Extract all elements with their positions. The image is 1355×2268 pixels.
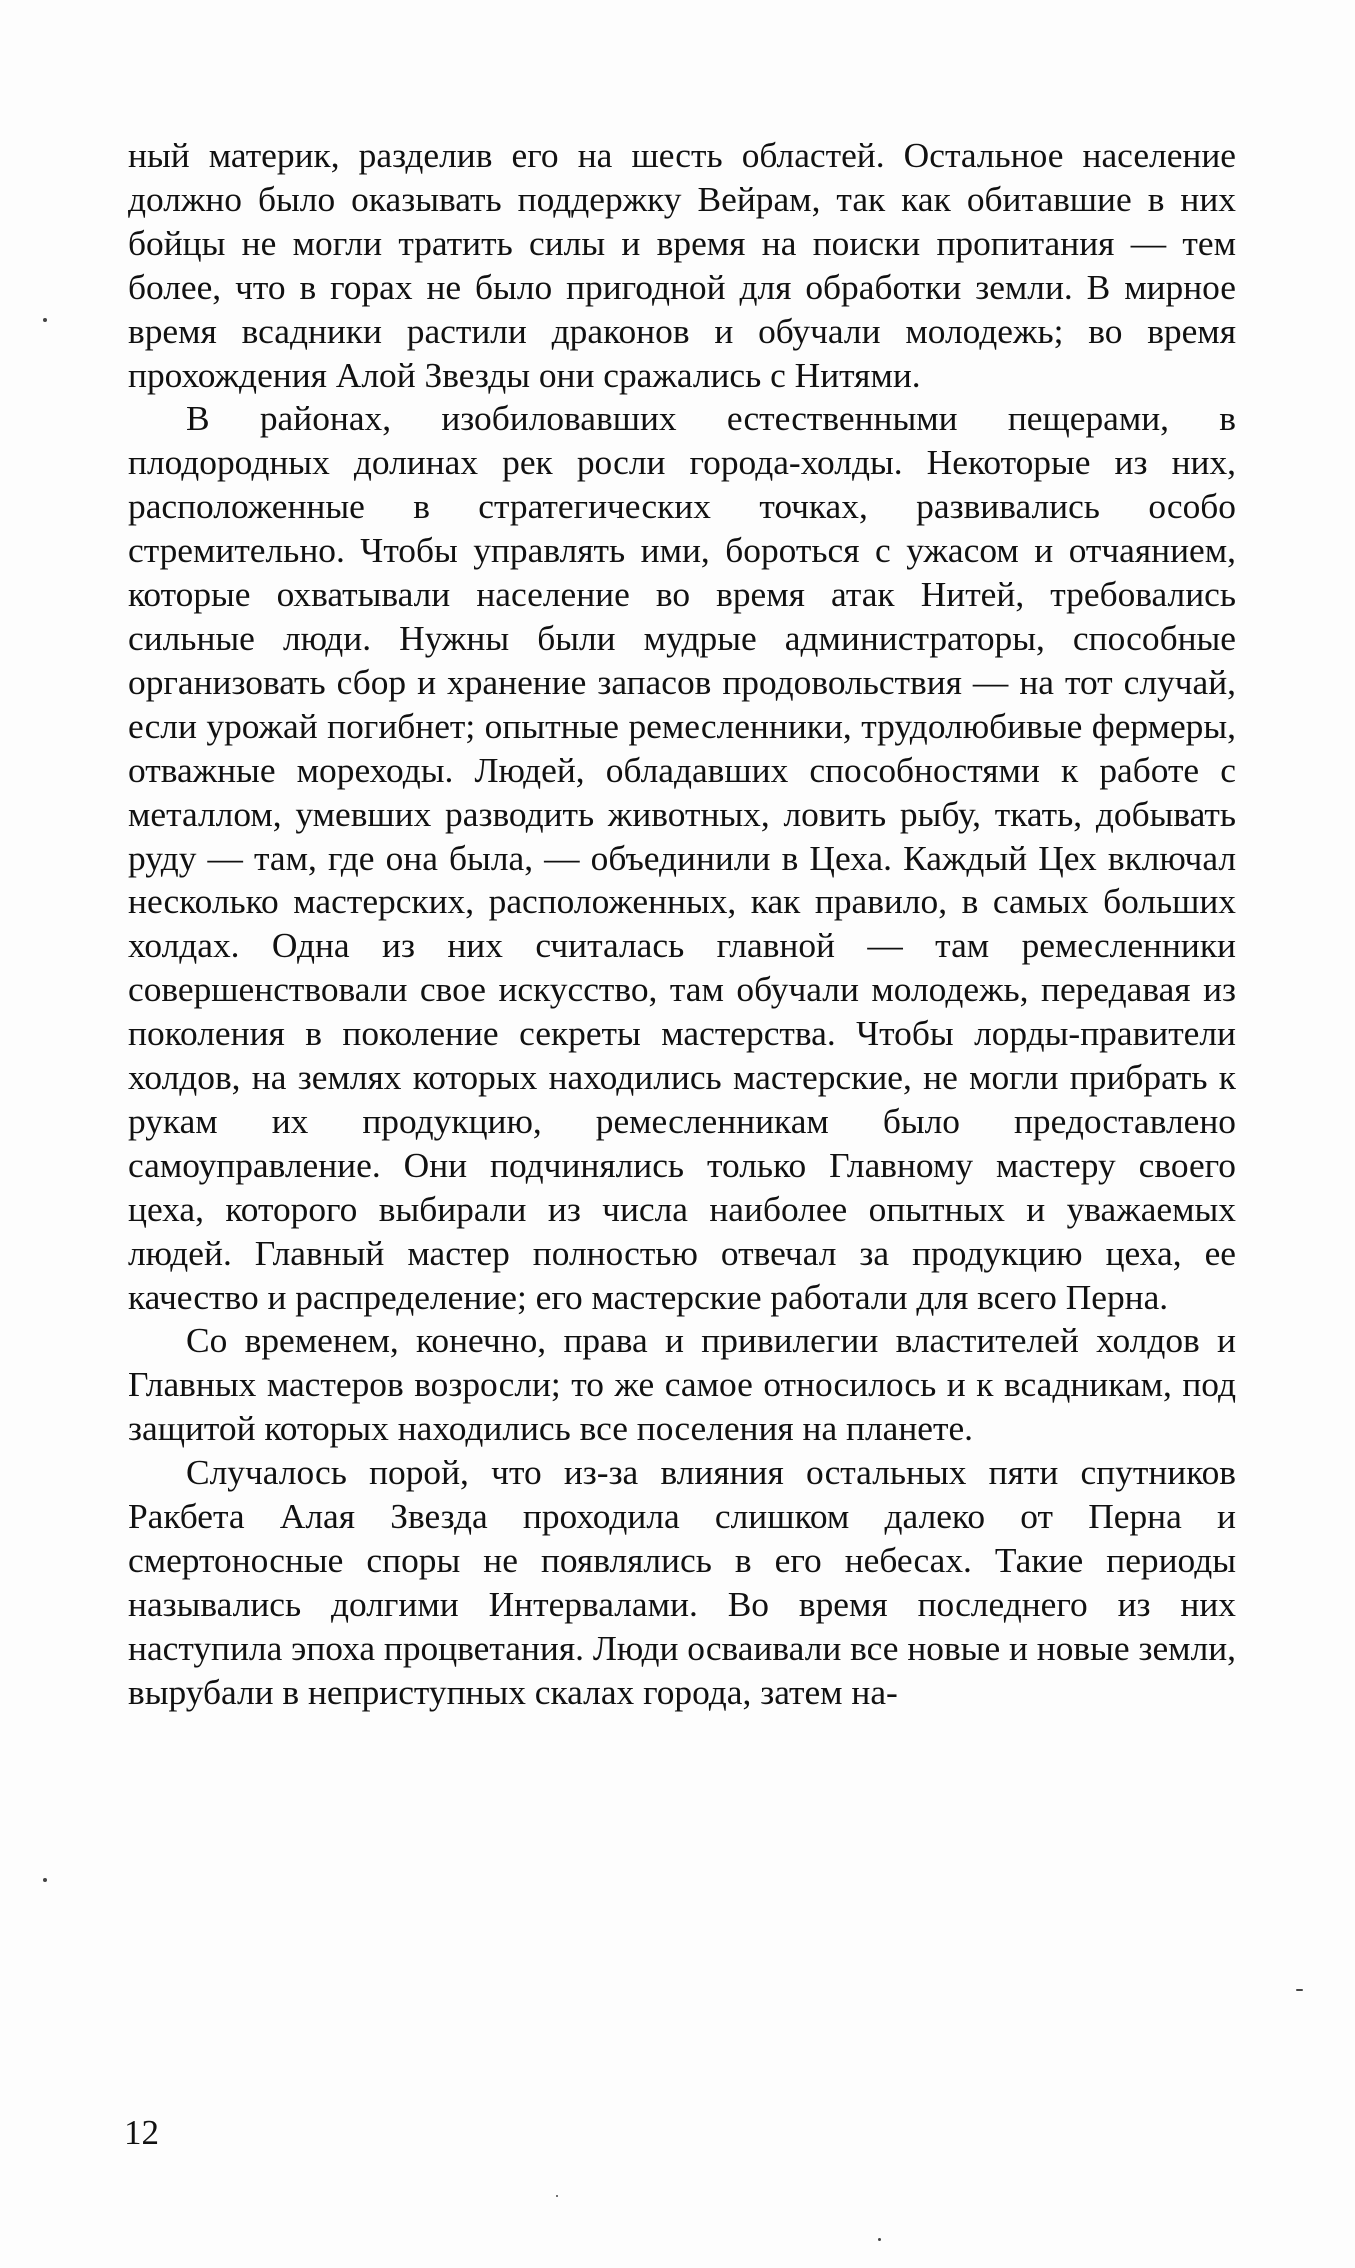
body-text [128, 134, 1236, 1715]
scan-speck [1296, 1989, 1303, 1991]
paragraph-continuation: ный материк, разделив его на шесть областей. Остальное население должно было оказывать поддержку Вейрам, так как обитавшие в них бойцы не могли тратить силы и время на поиски пропитания — тем более, что в горах не было пригодной для обработки земли. В мирное время всадники растили драконов и обучали молодежь; во время прохождения Алой Звезды они сражались с Нитями. [128, 135, 1236, 395]
paragraph-long-intervals: Случалось порой, что из-за влияния остальных пяти спутников Ракбета Алая Звезда проходила слишком далеко от Перна и смертоносные споры не появлялись в его небесах. Такие периоды назывались долгими Интервалами. Во время последнего из них наступила эпоха процветания. Люди осваивали все новые и новые земли, вырубали в неприступных скалах города, затем на- [128, 1452, 1237, 1712]
scan-speck [878, 2238, 881, 2241]
page-number: 12 [124, 2113, 159, 2152]
paragraph-hold-cities: В районах, изобиловавших естественными пещерами, в плодородных долинах рек росли города-холды. Некоторые из них, расположенные в стратегических точках, развивались особо стремительно. Чтобы управлять ими, бороться с ужасом и отчаянием, которые охватывали население во время атак Нитей, требовались сильные люди. Нужны были мудрые администраторы, способные организовать сбор и хранение запасов продовольствия — на тот случай, если урожай погибнет; опытные ремесленники, трудолюбивые фермеры, отважные мореходы. Людей, обладавших способностями к работе с металлом, умевших разводить животных, ловить рыбу, ткать, добывать руду — там, где она была, — объединили в Цеха. Каждый Цех включал несколько мастерских, расположенных, как правило, в самых больших холдах. Одна из них считалась главной — там ремесленники совершенствовали свое искусство, там обучали молодежь, передавая из поколения в поколение секреты мастерства. Чтобы лорды-правители холдов, на землях которых находились мастерские, не могли прибрать к рукам их продукцию, ремесленникам было предоставлено самоуправление. Они подчинялись только Главному мастеру своего цеха, которого выбирали из числа наиболее опытных и уважаемых людей. Главный мастер полностью отвечал за продукцию цеха, ее качество и распределение; его мастерские работали для всего Перна. [128, 398, 1236, 1317]
scan-speck [43, 318, 47, 322]
paragraph-privileges: Со временем, конечно, права и привилегии властителей холдов и Главных мастеров возросли; то же самое относилось и к всадникам, под защитой которых находились все поселения на планете. [128, 1320, 1236, 1449]
scan-speck [556, 2195, 558, 2197]
scan-speck [43, 1878, 47, 1882]
